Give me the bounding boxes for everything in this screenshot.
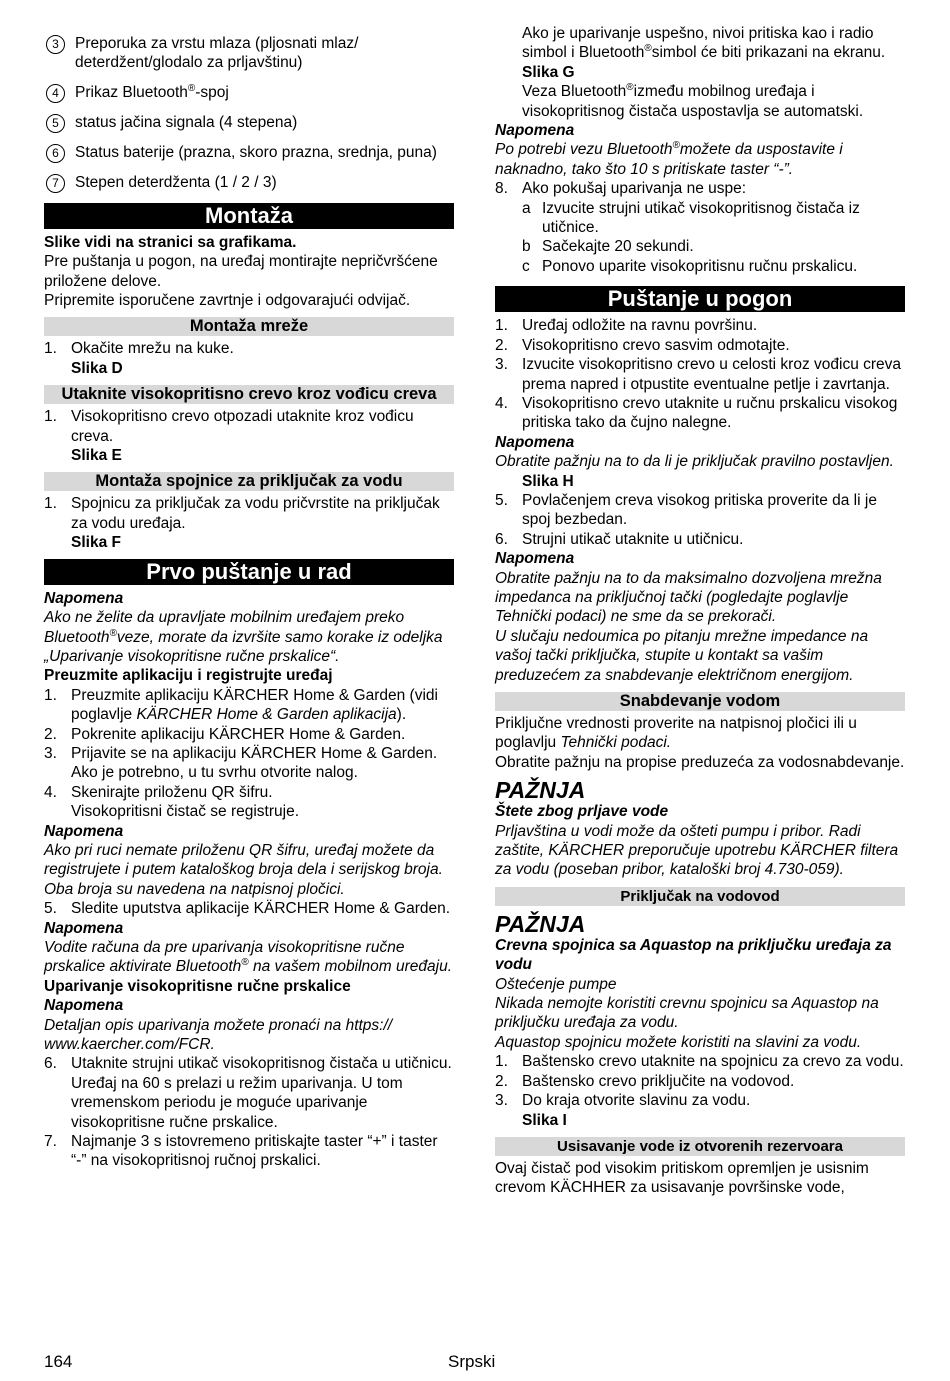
legend-number: 4 <box>46 84 65 103</box>
sub-list-item: b Sačekajte 20 sekundi. <box>522 238 694 256</box>
legend-text: Prikaz Bluetooth®-spoj <box>75 82 229 101</box>
legend-item <box>44 83 454 103</box>
subsection-heading-usisavanje: Usisavanje vode iz otvorenih rezervoara <box>495 1137 905 1156</box>
note-text: Po potrebi vezu Bluetooth®možete da uspostavite i naknadno, tako što 10 s pritiskate taster “-”. <box>495 140 843 178</box>
warning-subheading: Oštećenje pumpe <box>495 975 617 993</box>
figure-reference: Slika F <box>71 534 121 552</box>
figure-reference: Slika I <box>522 1111 567 1129</box>
figure-reference: Slika D <box>71 359 123 377</box>
list-item: 2. Visokopritisno crevo sasvim odmotajte. <box>495 336 790 354</box>
subsection-heading-spojnica: Montaža spojnice za priključak za vodu <box>44 472 454 491</box>
list-item: 1. Uređaj odložite na ravnu površinu. <box>495 317 758 335</box>
list-item: 1. Baštensko crevo utaknite na spojnicu za crevo za vodu. <box>495 1053 904 1071</box>
section-heading-montaza: Montaža <box>44 203 454 229</box>
list-item: 3. Prijavite se na aplikaciju KÄRCHER Home & Garden. Ako je potrebno, u tu svrhu otvorite nalog. <box>44 744 438 782</box>
list-item-result: Uređaj na 60 s prelazi u režim uparivanja. U tom vremenskom periodu je moguće uparivanje visokopritisne ručne prskalice. <box>71 1074 403 1131</box>
section-heading-pogon: Puštanje u pogon <box>495 286 905 312</box>
legend-item <box>44 143 454 163</box>
note-label: Napomena <box>495 122 575 140</box>
paragraph: Ako je uparivanje uspešno, nivoi pritiska kao i radio simbol i Bluetooth®simbol će biti prikazani na ekranu. <box>522 25 886 62</box>
legend-item <box>44 113 454 133</box>
note-text: U slučaju nedoumica po pitanju mrežne impedance na vašoj tački priključka, stupite u kontakt sa vašim preduzećem za snabdevanje električnom energijom. <box>495 627 869 684</box>
sub-list-item: c Ponovo uparite visokopritisnu ručnu prskalicu. <box>522 257 858 275</box>
list-item: 4. Skenirajte priloženu QR šifru. <box>44 783 273 801</box>
legend-number: 6 <box>46 144 65 163</box>
note-label: Napomena <box>44 997 124 1015</box>
warning-label: PAŽNJA <box>495 777 586 804</box>
warning-text: Prljavština u vodi može da ošteti pumpu i pribor. Radi zaštite, KÄRCHER preporučuje upotrebu KÄRCHER filtera za vodu (poseban pribor, kataloški broj 4.730-059). <box>495 822 899 879</box>
list-item: 2. Baštensko crevo priključite na vodovod. <box>495 1072 795 1090</box>
note-text: Obratite pažnju na to da maksimalno dozvoljena mrežna impedanca na priključnoj tački (pogledajte poglavlje Tehnički podaci) ne sme da se prekorači. <box>495 569 882 626</box>
note-label: Napomena <box>495 433 575 451</box>
note-label: Napomena <box>44 589 124 607</box>
figure-reference: Slika E <box>71 447 122 465</box>
list-item: 1. Spojnicu za priključak za vodu pričvrstite na priključak za vodu uređaja. <box>44 495 440 532</box>
list-item: 3. Do kraja otvorite slavinu za vodu. <box>495 1092 751 1110</box>
subsection-heading-mreza: Montaža mreže <box>44 317 454 336</box>
note-text: Detaljan opis uparivanja možete pronaći na https:// www.kaercher.com/FCR. <box>44 1016 393 1054</box>
warning-heading: Štete zbog prljave vode <box>495 803 669 821</box>
paragraph: Pre puštanja u pogon, na uređaj montirajte nepričvršćene priložene delove. <box>44 253 438 290</box>
legend-number: 7 <box>46 174 65 193</box>
note-label: Napomena <box>495 550 575 568</box>
list-item-result: Visokopritisni čistač se registruje. <box>71 803 299 821</box>
footer-language: Srpski <box>448 1352 496 1371</box>
legend-text: Stepen deterdženta (1 / 2 / 3) <box>75 173 277 191</box>
list-item: 5. Sledite uputstva aplikacije KÄRCHER Home & Garden. <box>44 900 451 918</box>
paragraph: Pripremite isporučene zavrtnje i odgovarajući odvijač. <box>44 292 411 310</box>
legend-number: 5 <box>46 114 65 133</box>
list-item: 6. Utaknite strujni utikač visokopritisnog čistača u utičnicu. <box>44 1055 452 1073</box>
paragraph: Priključne vrednosti proverite na natpisnoj pločici ili u poglavlju Tehnički podaci. <box>495 715 857 752</box>
paragraph: Veza Bluetooth®između mobilnog uređaja i visokopritisnog čistača uspostavlja se automatski. <box>522 82 864 120</box>
legend-item <box>44 173 454 193</box>
page-number: 164 <box>44 1352 73 1371</box>
list-item: 1. Preuzmite aplikaciju KÄRCHER Home & Garden (vidi poglavlje KÄRCHER Home & Garden aplikacija). <box>44 686 438 724</box>
section-heading-prvo: Prvo puštanje u rad <box>44 559 454 585</box>
legend-text: Status baterije (prazna, skoro prazna, srednja, puna) <box>75 143 437 161</box>
list-item: 2. Pokrenite aplikaciju KÄRCHER Home & Garden. <box>44 725 406 743</box>
legend-number: 3 <box>46 35 65 54</box>
warning-heading: Crevna spojnica sa Aquastop na priključku uređaja za vodu <box>495 936 892 974</box>
subsection-heading-crevo: Utaknite visokopritisno crevo kroz vođicu creva <box>44 385 454 404</box>
warning-text: Nikada nemojte koristiti crevnu spojnicu sa Aquastop na priključku uređaja za vodu. <box>495 995 879 1032</box>
list-item: 6. Strujni utikač utaknite u utičnicu. <box>495 530 744 548</box>
subsection-heading-voda: Snabdevanje vodom <box>495 692 905 711</box>
paragraph: Ovaj čistač pod visokim pritiskom opremljen je usisnim crevom KÄCHHER za usisavanje površinske vode, <box>495 1159 869 1197</box>
figure-reference: Slika G <box>522 63 575 81</box>
warning-text: Aquastop spojnicu možete koristiti na slavini za vodu. <box>495 1033 862 1051</box>
right-column <box>495 24 905 1198</box>
note-text: Ako pri ruci nemate priloženu QR šifru, uređaj možete da registrujete i putem kataloškog broja dela i serijskog broja. Oba broja su navedena na natpisnoj pločici. <box>44 841 443 898</box>
warning-label: PAŽNJA <box>495 910 586 937</box>
note-label: Napomena <box>44 919 124 937</box>
list-item: 1. Okačite mrežu na kuke. <box>44 340 234 358</box>
list-item: 7. Najmanje 3 s istovremeno pritiskajte taster “+” i taster “-” na visokopritisnoj ručnoj prskalici. <box>44 1133 438 1170</box>
bold-heading: Preuzmite aplikaciju i registrujte uređaj <box>44 667 333 685</box>
list-item: 8. Ako pokušaj uparivanja ne uspe: <box>495 180 747 198</box>
legend-item <box>44 34 454 73</box>
sub-list-item: a Izvucite strujni utikač visokopritisnog čistača iz utičnice. <box>522 199 860 237</box>
left-column <box>44 34 454 1171</box>
note-text: Vodite računa da pre uparivanja visokopritisne ručne prskalice aktivirate Bluetooth® na vašem mobilnom uređaju. <box>44 939 452 976</box>
subsection-heading-vodovod: Priključak na vodovod <box>495 887 905 906</box>
list-item: 5. Povlačenjem creva visokog pritiska proverite da li je spoj bezbedan. <box>495 491 877 529</box>
display-legend-list <box>44 34 454 193</box>
note-label: Napomena <box>44 822 124 840</box>
note-text: Ako ne želite da upravljate mobilnim uređajem preko Bluetooth®veze, morate da izvršite samo korake iz odeljka „Uparivanje visokopritisne ručne prskalice“. <box>44 609 443 665</box>
list-item: 3. Izvucite visokopritisno crevo u celosti kroz vođicu creva prema napred i otpustite eventualne petlje i zavrtanja. <box>495 356 902 393</box>
legend-text: Preporuka za vrstu mlaza (pljosnati mlaz/ deterdžent/glodalo za prljavštinu) <box>75 35 359 72</box>
list-item: 4. Visokopritisno crevo utaknite u ručnu prskalicu visokog pritiska tako da čujno nalegne. <box>495 394 898 432</box>
list-item: 1. Visokopritisno crevo otpozadi utaknite kroz vođicu creva. <box>44 408 414 445</box>
figure-reference: Slika H <box>522 472 574 490</box>
note-text: Obratite pažnju na to da li je priključak pravilno postavljen. <box>495 453 894 471</box>
legend-text: status jačina signala (4 stepena) <box>75 113 298 131</box>
paragraph: Obratite pažnju na propise preduzeća za vodosnabdevanje. <box>495 753 905 771</box>
bold-heading: Uparivanje visokopritisne ručne prskalice <box>44 977 351 995</box>
paragraph: Slike vidi na stranici sa grafikama. <box>44 233 297 251</box>
